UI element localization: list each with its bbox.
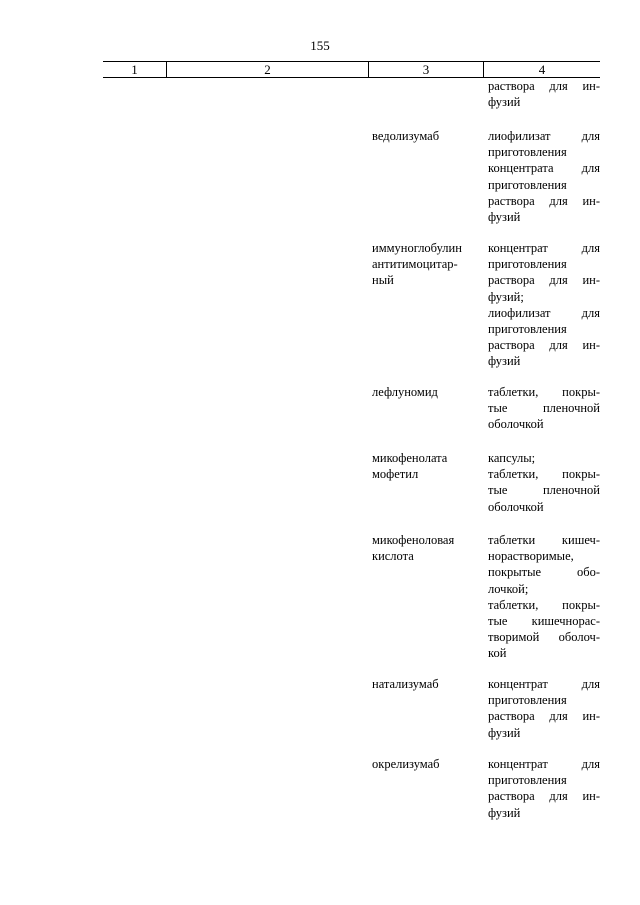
dosage-form-line: фузий; [488, 289, 524, 304]
dosage-form [488, 532, 600, 662]
dosage-form-line: кой [488, 646, 507, 661]
drug-name-line: иммуноглобулин [372, 241, 462, 255]
dosage-form-line: творимой оболоч- [488, 630, 600, 645]
drug-name-line: натализумаб [372, 677, 439, 691]
dosage-form-line: таблетки, покры- [488, 597, 600, 612]
dosage-form-line: норастворимые, [488, 549, 574, 564]
drug-name [372, 450, 484, 482]
dosage-form-line: таблетки, покры- [488, 385, 600, 399]
column-header-4: 4 [538, 62, 546, 77]
dosage-form-line: таблетки, покры- [488, 467, 600, 482]
drug-name-line: ный [372, 273, 394, 288]
dosage-form-line: лиофилизат для [488, 129, 600, 143]
dosage-form-line: раствора для ин- [488, 338, 600, 353]
dosage-form-line: тые пленочной [488, 401, 600, 416]
dosage-form-line: приготовления [488, 177, 567, 192]
dosage-form-line: приготовления [488, 693, 567, 708]
dosage-form-line: раствора для ин- [488, 789, 600, 804]
drug-name-line: антитимоцитар- [372, 257, 458, 272]
drug-name-line: мофетил [372, 467, 419, 482]
dosage-form-line: оболочкой [488, 417, 544, 432]
dosage-form-line: лочкой; [488, 581, 529, 596]
drug-name-line: микофеноловая [372, 533, 455, 547]
dosage-form [488, 676, 600, 741]
dosage-form-line: фузий [488, 354, 521, 369]
drug-name-line: окрелизумаб [372, 757, 440, 771]
dosage-form-line: тые пленочной [488, 483, 600, 498]
dosage-form-line: лиофилизат для [488, 305, 600, 320]
dosage-form-line: оболочкой [488, 499, 544, 514]
dosage-form-line: фузий [488, 95, 521, 110]
dosage-form [488, 78, 600, 110]
drug-name-line: лефлуномид [372, 385, 438, 399]
dosage-form [488, 756, 600, 821]
dosage-form [488, 450, 600, 515]
dosage-form-line: раствора для ин- [488, 273, 600, 288]
drug-name-line: микофенолата [372, 451, 448, 465]
dosage-form-line: фузий [488, 210, 521, 225]
dosage-form-line: раствора для ин- [488, 79, 600, 93]
drug-name [372, 240, 484, 289]
dosage-form-line: раствора для ин- [488, 193, 600, 208]
dosage-form-line: фузий [488, 725, 521, 740]
drug-name-line: кислота [372, 549, 414, 564]
dosage-form-line: раствора для ин- [488, 709, 600, 724]
dosage-form-line: таблетки кишеч- [488, 533, 600, 547]
page-number: 155 [310, 38, 330, 53]
dosage-form-line: приготовления [488, 773, 567, 788]
drug-name [372, 128, 484, 144]
dosage-form-line: капсулы; [488, 451, 536, 465]
dosage-form-line: приготовления [488, 145, 567, 160]
dosage-form-line: концентрата для [488, 161, 600, 176]
drug-name [372, 384, 484, 400]
dosage-form-line: концентрат для [488, 677, 600, 691]
drug-name [372, 532, 484, 564]
dosage-form-line: приготовления [488, 257, 567, 272]
dosage-form-line: покрытые обо- [488, 565, 600, 580]
dosage-form-line: тые кишечнорас- [488, 614, 600, 629]
drug-name-line: ведолизумаб [372, 129, 440, 143]
dosage-form [488, 128, 600, 225]
column-header-1: 1 [103, 62, 167, 77]
dosage-form [488, 384, 600, 433]
dosage-form-line: концентрат для [488, 757, 600, 771]
dosage-form-line: приготовления [488, 322, 567, 337]
column-header-2: 2 [167, 62, 369, 77]
dosage-form-line: концентрат для [488, 241, 600, 255]
column-header-3: 3 [369, 62, 484, 77]
table-header-row [103, 61, 600, 78]
dosage-form-line: фузий [488, 805, 521, 820]
drug-name [372, 756, 484, 772]
drug-name [372, 676, 484, 692]
dosage-form [488, 240, 600, 370]
